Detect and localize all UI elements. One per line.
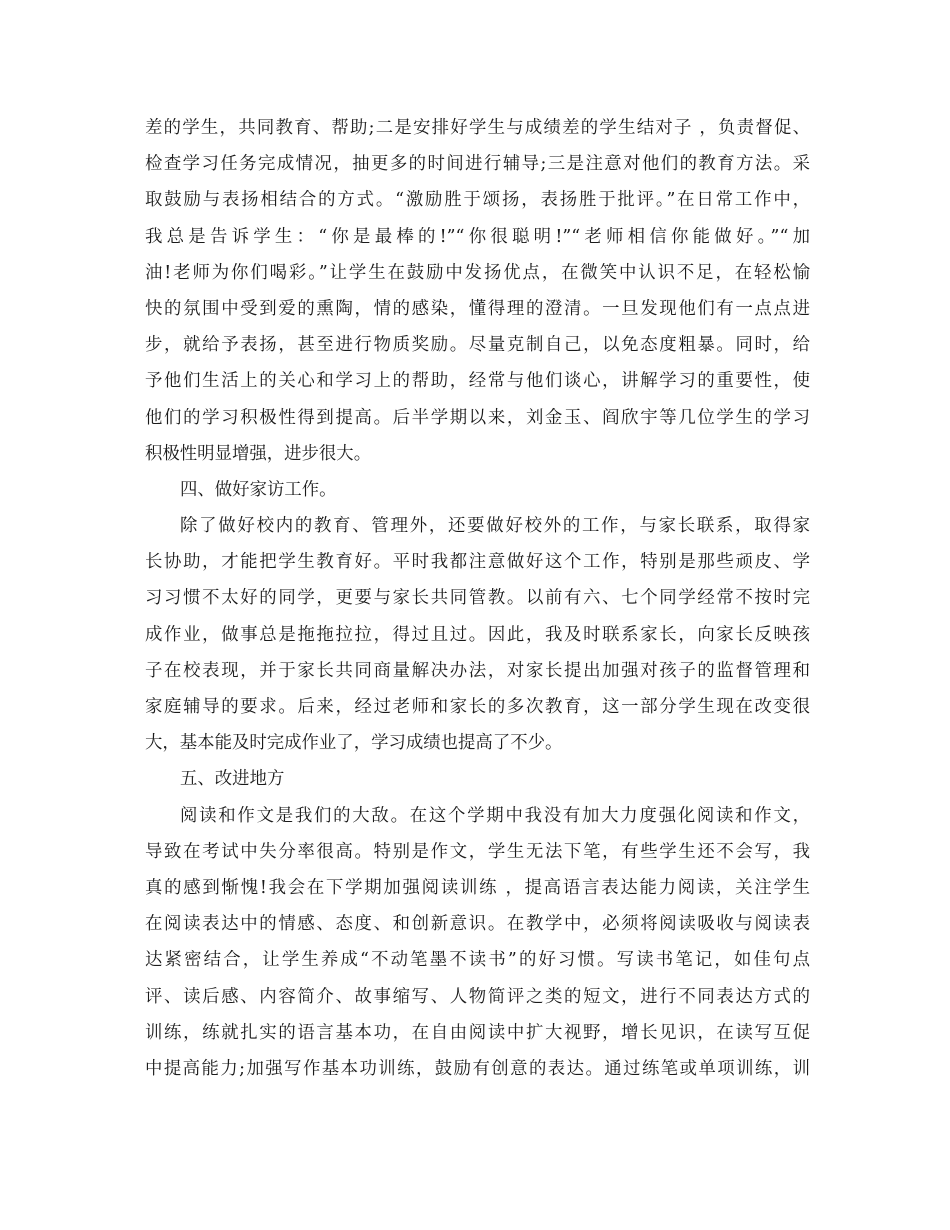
text-line: 评、读后感、内容简介、故事缩写、人物简评之类的短文，进行不同表达方式的	[145, 986, 810, 1007]
text-line: 取鼓励与表扬相结合的方式。“激励胜于颂扬，表扬胜于批评。”在日常工作中，	[145, 190, 810, 211]
text-line: 他们的学习积极性得到提高。后半学期以来，刘金玉、阎欣宇等几位学生的学习	[145, 407, 810, 428]
text-line: 我总是告诉学生：“你是最棒的!”“你很聪明!”“老师相信你能做好。”“加	[145, 226, 810, 247]
text-line: 子在校表现，并于家长共同商量解决办法，对家长提出加强对孩子的监督管理和	[145, 660, 810, 681]
text-line: 步，就给予表扬，甚至进行物质奖励。尽量克制自己，以免态度粗暴。同时，给	[145, 335, 810, 356]
text-line: 除了做好校内的教育、管理外，还要做好校外的工作，与家长联系，取得家	[180, 516, 810, 537]
text-line: 长协助，才能把学生教育好。平时我都注意做好这个工作，特别是那些顽皮、学	[145, 552, 810, 573]
text-line: 油!老师为你们喝彩。”让学生在鼓励中发扬优点，在微笑中认识不足，在轻松愉	[145, 262, 810, 283]
text-line: 阅读和作文是我们的大敌。在这个学期中我没有加大力度强化阅读和作文，	[180, 805, 810, 826]
text-line: 大，基本能及时完成作业了，学习成绩也提高了不少。	[145, 733, 563, 754]
text-line: 中提高能力;加强写作基本功训练，鼓励有创意的表达。通过练笔或单项训练，训	[145, 1058, 810, 1079]
text-line: 成作业，做事总是拖拖拉拉，得过且过。因此，我及时联系家长，向家长反映孩	[145, 624, 810, 645]
text-line: 达紧密结合，让学生养成“不动笔墨不读书”的好习惯。写读书笔记，如佳句点	[145, 950, 810, 971]
text-line: 检查学习任务完成情况，抽更多的时间进行辅导;三是注意对他们的教育方法。采	[145, 154, 810, 175]
text-line: 训练，练就扎实的语言基本功，在自由阅读中扩大视野，增长见识，在读写互促	[145, 1022, 810, 1043]
text-line: 真的感到惭愧!我会在下学期加强阅读训练 ，提高语言表达能力阅读，关注学生	[145, 877, 810, 898]
text-line: 家庭辅导的要求。后来，经过老师和家长的多次教育，这一部分学生现在改变很	[145, 697, 810, 717]
text-line: 快的氛围中受到爱的熏陶，情的感染，懂得理的澄清。一旦发现他们有一点点进	[145, 298, 810, 319]
text-line: 差的学生，共同教育、帮助;二是安排好学生与成绩差的学生结对子 ，负责督促、	[145, 118, 810, 138]
section-heading: 五、改进地方	[180, 769, 285, 790]
text-line: 积极性明显增强，进步很大。	[145, 443, 372, 464]
text-line: 在阅读表达中的情感、态度、和创新意识。在教学中，必须将阅读吸收与阅读表	[145, 914, 810, 935]
text-line: 予他们生活上的关心和学习上的帮助，经常与他们谈心，讲解学习的重要性，使	[145, 371, 810, 392]
document-page	[145, 110, 810, 1087]
section-heading: 四、做好家访工作。	[180, 479, 337, 500]
text-line: 导致在考试中失分率很高。特别是作文，学生无法下笔，有些学生还不会写，我	[145, 841, 810, 862]
text-line: 习习惯不太好的同学，更要与家长共同管教。以前有六、七个同学经常不按时完	[145, 588, 810, 609]
